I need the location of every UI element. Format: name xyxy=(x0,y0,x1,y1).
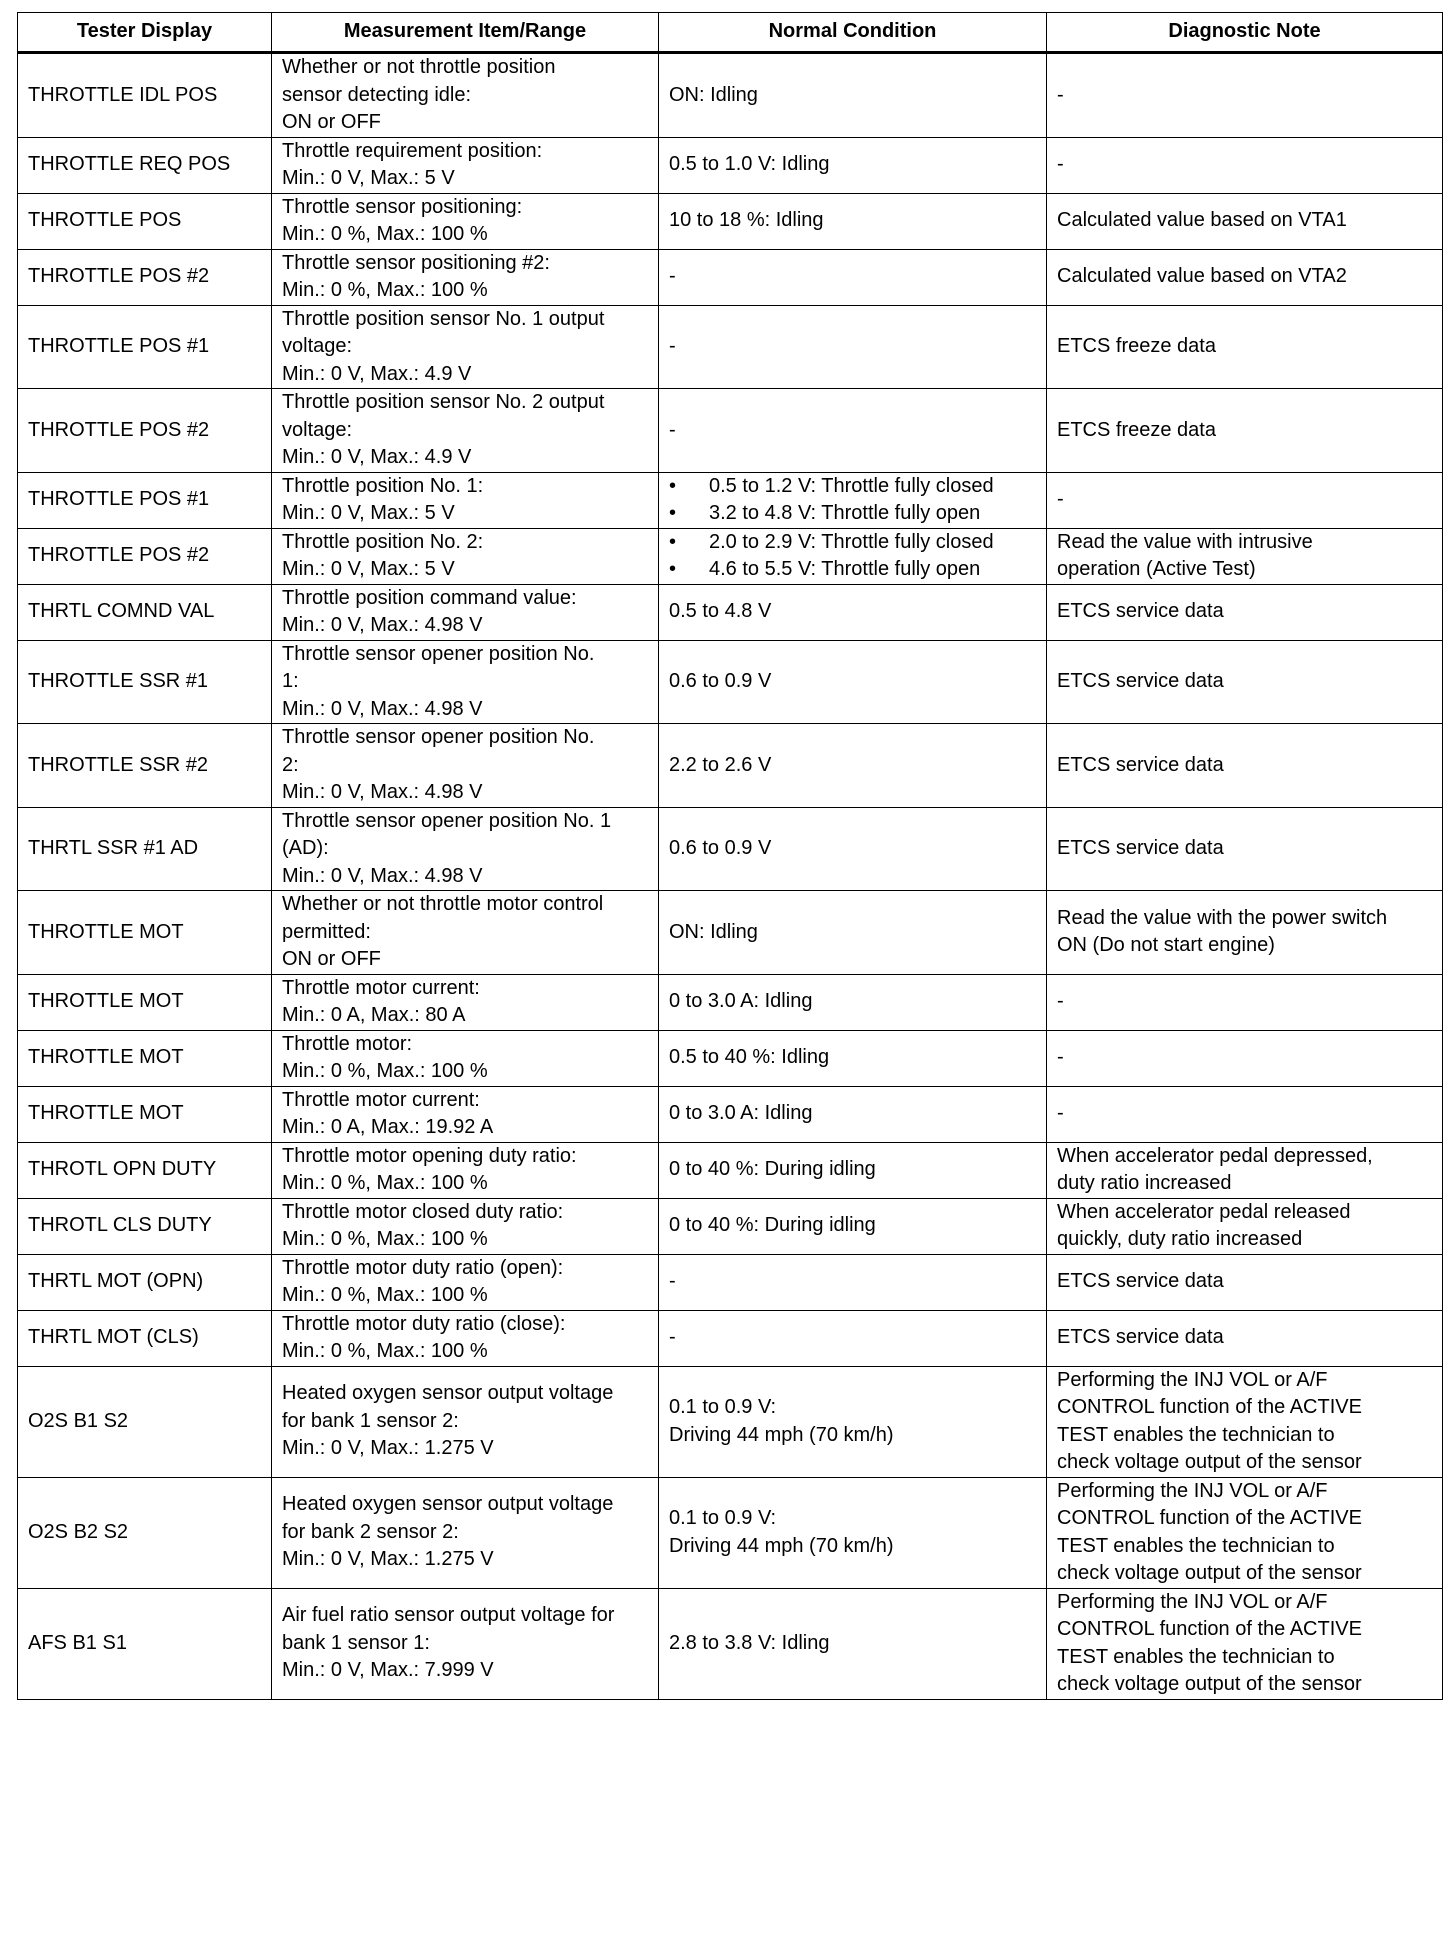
table-row xyxy=(18,528,1443,584)
tester-display-cell: THROTTLE POS #1 xyxy=(18,305,272,389)
diagnostic-note-cell: - xyxy=(1047,472,1443,528)
measurement-cell: Throttle position No. 2: Min.: 0 V, Max.: 5 V xyxy=(272,528,659,584)
diagnostic-note-cell: ETCS freeze data xyxy=(1047,305,1443,389)
measurement-cell: Throttle motor opening duty ratio: Min.: 0 %, Max.: 100 % xyxy=(272,1142,659,1198)
tester-display-cell: THROTTLE POS xyxy=(18,193,272,249)
table-row xyxy=(18,807,1443,891)
measurement-cell: Throttle sensor positioning: Min.: 0 %, Max.: 100 % xyxy=(272,193,659,249)
diagnostic-note-cell: - xyxy=(1047,53,1443,138)
normal-condition-cell: - xyxy=(659,249,1047,305)
header-diagnostic-note: Diagnostic Note xyxy=(1047,13,1443,53)
diagnostic-note-cell: ETCS service data xyxy=(1047,1254,1443,1310)
diagnostic-note-cell: Performing the INJ VOL or A/F CONTROL function of the ACTIVE TEST enables the technician to check voltage output of the sensor xyxy=(1047,1477,1443,1588)
table-row xyxy=(18,891,1443,975)
diagnostic-note-cell: - xyxy=(1047,1086,1443,1142)
table-row xyxy=(18,584,1443,640)
tester-display-cell: THROTTLE MOT xyxy=(18,1030,272,1086)
diagnostic-note-cell: Performing the INJ VOL or A/F CONTROL function of the ACTIVE TEST enables the technician to check voltage output of the sensor xyxy=(1047,1366,1443,1477)
table-row xyxy=(18,1142,1443,1198)
normal-condition-cell: 0 to 40 %: During idling xyxy=(659,1198,1047,1254)
measurement-cell: Throttle motor duty ratio (close): Min.: 0 %, Max.: 100 % xyxy=(272,1310,659,1366)
tester-display-cell: THRTL COMND VAL xyxy=(18,584,272,640)
tester-display-cell: THROTTLE POS #1 xyxy=(18,472,272,528)
tester-display-cell: THROTTLE REQ POS xyxy=(18,137,272,193)
measurement-cell: Air fuel ratio sensor output voltage for bank 1 sensor 1: Min.: 0 V, Max.: 7.999 V xyxy=(272,1588,659,1699)
measurement-cell: Throttle motor current: Min.: 0 A, Max.: 80 A xyxy=(272,974,659,1030)
normal-condition-cell: - xyxy=(659,389,1047,473)
measurement-cell: Throttle position sensor No. 1 output voltage: Min.: 0 V, Max.: 4.9 V xyxy=(272,305,659,389)
table-row xyxy=(18,724,1443,808)
measurement-cell: Throttle sensor opener position No. 2: Min.: 0 V, Max.: 4.98 V xyxy=(272,724,659,808)
tester-display-cell: O2S B2 S2 xyxy=(18,1477,272,1588)
tester-display-cell: O2S B1 S2 xyxy=(18,1366,272,1477)
condition-bullet-item: • 0.5 to 1.2 V: Throttle fully closed xyxy=(669,473,1036,501)
measurement-cell: Throttle motor closed duty ratio: Min.: 0 %, Max.: 100 % xyxy=(272,1198,659,1254)
normal-condition-cell: 0.5 to 4.8 V xyxy=(659,584,1047,640)
normal-condition-cell: 0 to 40 %: During idling xyxy=(659,1142,1047,1198)
condition-bullet-item: • 2.0 to 2.9 V: Throttle fully closed xyxy=(669,529,1036,557)
measurement-cell: Whether or not throttle motor control permitted: ON or OFF xyxy=(272,891,659,975)
condition-bullet-list xyxy=(669,473,1036,528)
table-row xyxy=(18,137,1443,193)
normal-condition-cell: 0.5 to 1.0 V: Idling xyxy=(659,137,1047,193)
data-list-table xyxy=(17,12,1443,1700)
normal-condition-cell: 10 to 18 %: Idling xyxy=(659,193,1047,249)
measurement-cell: Throttle sensor opener position No. 1 (AD): Min.: 0 V, Max.: 4.98 V xyxy=(272,807,659,891)
diagnostic-note-cell: Calculated value based on VTA2 xyxy=(1047,249,1443,305)
table-row xyxy=(18,1588,1443,1699)
normal-condition-cell: 0 to 3.0 A: Idling xyxy=(659,1086,1047,1142)
measurement-cell: Whether or not throttle position sensor detecting idle: ON or OFF xyxy=(272,53,659,138)
normal-condition-cell xyxy=(659,472,1047,528)
table-row xyxy=(18,1086,1443,1142)
measurement-cell: Throttle motor current: Min.: 0 A, Max.: 19.92 A xyxy=(272,1086,659,1142)
table-row xyxy=(18,1030,1443,1086)
normal-condition-cell: ON: Idling xyxy=(659,891,1047,975)
header-row xyxy=(18,13,1443,53)
diagnostic-note-cell: - xyxy=(1047,1030,1443,1086)
measurement-cell: Throttle requirement position: Min.: 0 V, Max.: 5 V xyxy=(272,137,659,193)
diagnostic-note-cell: ETCS service data xyxy=(1047,584,1443,640)
tester-display-cell: THRTL SSR #1 AD xyxy=(18,807,272,891)
diagnostic-note-cell: ETCS service data xyxy=(1047,724,1443,808)
measurement-cell: Throttle sensor opener position No. 1: Min.: 0 V, Max.: 4.98 V xyxy=(272,640,659,724)
measurement-cell: Heated oxygen sensor output voltage for bank 2 sensor 2: Min.: 0 V, Max.: 1.275 V xyxy=(272,1477,659,1588)
normal-condition-cell: 0.1 to 0.9 V: Driving 44 mph (70 km/h) xyxy=(659,1477,1047,1588)
tester-display-cell: THROTTLE SSR #1 xyxy=(18,640,272,724)
measurement-cell: Throttle position command value: Min.: 0 V, Max.: 4.98 V xyxy=(272,584,659,640)
tester-display-cell: THROTTLE MOT xyxy=(18,891,272,975)
measurement-cell: Throttle motor duty ratio (open): Min.: 0 %, Max.: 100 % xyxy=(272,1254,659,1310)
normal-condition-cell: 2.8 to 3.8 V: Idling xyxy=(659,1588,1047,1699)
condition-bullet-item: • 3.2 to 4.8 V: Throttle fully open xyxy=(669,500,1036,528)
measurement-cell: Throttle sensor positioning #2: Min.: 0 %, Max.: 100 % xyxy=(272,249,659,305)
table-header xyxy=(18,13,1443,53)
table-row xyxy=(18,53,1443,138)
diagnostic-note-cell: When accelerator pedal released quickly, duty ratio increased xyxy=(1047,1198,1443,1254)
diagnostic-note-cell: - xyxy=(1047,974,1443,1030)
tester-display-cell: THROTTLE MOT xyxy=(18,974,272,1030)
diagnostic-note-cell: When accelerator pedal depressed, duty ratio increased xyxy=(1047,1142,1443,1198)
normal-condition-cell: 0 to 3.0 A: Idling xyxy=(659,974,1047,1030)
tester-display-cell: THROTTLE POS #2 xyxy=(18,528,272,584)
header-measurement-item: Measurement Item/Range xyxy=(272,13,659,53)
normal-condition-cell: 0.6 to 0.9 V xyxy=(659,807,1047,891)
diagnostic-note-cell: ETCS service data xyxy=(1047,807,1443,891)
table-row xyxy=(18,249,1443,305)
header-normal-condition: Normal Condition xyxy=(659,13,1047,53)
normal-condition-cell: ON: Idling xyxy=(659,53,1047,138)
table-row xyxy=(18,305,1443,389)
table-row xyxy=(18,472,1443,528)
normal-condition-cell: 0.1 to 0.9 V: Driving 44 mph (70 km/h) xyxy=(659,1366,1047,1477)
table-row xyxy=(18,1366,1443,1477)
table-row xyxy=(18,640,1443,724)
diagnostic-note-cell: ETCS freeze data xyxy=(1047,389,1443,473)
table-row xyxy=(18,1477,1443,1588)
diagnostic-note-cell: Read the value with the power switch ON (Do not start engine) xyxy=(1047,891,1443,975)
normal-condition-cell: 2.2 to 2.6 V xyxy=(659,724,1047,808)
tester-display-cell: THROTL CLS DUTY xyxy=(18,1198,272,1254)
normal-condition-cell xyxy=(659,528,1047,584)
diagnostic-note-cell: Performing the INJ VOL or A/F CONTROL function of the ACTIVE TEST enables the technician to check voltage output of the sensor xyxy=(1047,1588,1443,1699)
diagnostic-note-cell: - xyxy=(1047,137,1443,193)
measurement-cell: Throttle position No. 1: Min.: 0 V, Max.: 5 V xyxy=(272,472,659,528)
condition-bullet-list xyxy=(669,529,1036,584)
table-row xyxy=(18,974,1443,1030)
normal-condition-cell: 0.6 to 0.9 V xyxy=(659,640,1047,724)
normal-condition-cell: - xyxy=(659,1254,1047,1310)
diagnostic-note-cell: ETCS service data xyxy=(1047,640,1443,724)
diagnostic-note-cell: Read the value with intrusive operation (Active Test) xyxy=(1047,528,1443,584)
measurement-cell: Throttle position sensor No. 2 output voltage: Min.: 0 V, Max.: 4.9 V xyxy=(272,389,659,473)
measurement-cell: Throttle motor: Min.: 0 %, Max.: 100 % xyxy=(272,1030,659,1086)
tester-display-cell: THROTTLE POS #2 xyxy=(18,389,272,473)
normal-condition-cell: 0.5 to 40 %: Idling xyxy=(659,1030,1047,1086)
tester-display-cell: THROTTLE MOT xyxy=(18,1086,272,1142)
normal-condition-cell: - xyxy=(659,305,1047,389)
tester-display-cell: THRTL MOT (CLS) xyxy=(18,1310,272,1366)
tester-display-cell: THRTL MOT (OPN) xyxy=(18,1254,272,1310)
condition-bullet-item: • 4.6 to 5.5 V: Throttle fully open xyxy=(669,556,1036,584)
tester-display-cell: THROTTLE SSR #2 xyxy=(18,724,272,808)
tester-display-cell: THROTL OPN DUTY xyxy=(18,1142,272,1198)
table-row xyxy=(18,1310,1443,1366)
diagnostic-note-cell: Calculated value based on VTA1 xyxy=(1047,193,1443,249)
tester-display-cell: THROTTLE IDL POS xyxy=(18,53,272,138)
tester-display-cell: AFS B1 S1 xyxy=(18,1588,272,1699)
table-body xyxy=(18,53,1443,1700)
table-row xyxy=(18,193,1443,249)
header-tester-display: Tester Display xyxy=(18,13,272,53)
table-row xyxy=(18,1254,1443,1310)
measurement-cell: Heated oxygen sensor output voltage for bank 1 sensor 2: Min.: 0 V, Max.: 1.275 V xyxy=(272,1366,659,1477)
normal-condition-cell: - xyxy=(659,1310,1047,1366)
diagnostic-note-cell: ETCS service data xyxy=(1047,1310,1443,1366)
tester-display-cell: THROTTLE POS #2 xyxy=(18,249,272,305)
table-row xyxy=(18,389,1443,473)
table-row xyxy=(18,1198,1443,1254)
